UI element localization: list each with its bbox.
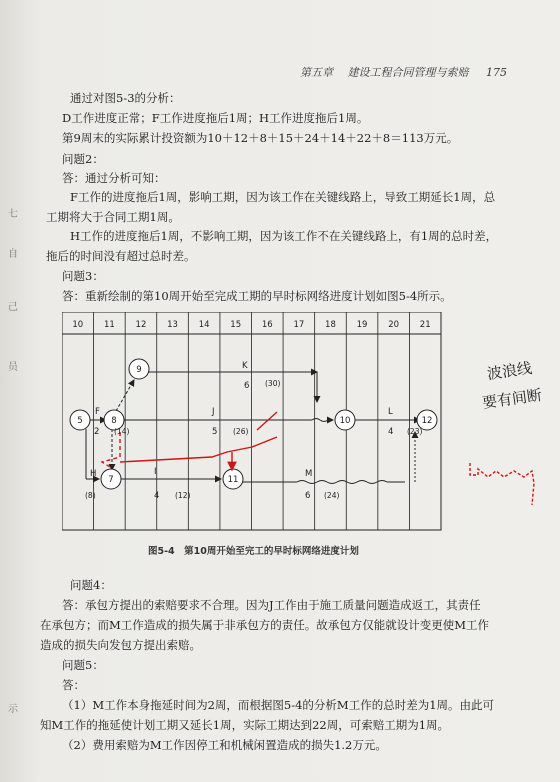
running-header [300,64,507,80]
activity-number: (14) [114,427,130,436]
text-line: H工作的进度拖后1周，不影响工期，因为该工作不在关键线路上，有1周的总时差， [70,229,498,243]
margin-mark: 己 [8,302,18,313]
handwritten-note: 波浪线 [485,358,534,384]
activity-number: (24) [324,491,340,500]
text-line: 造成的损失向发包方提出索赔。 [40,638,201,652]
activity-letter: H [90,469,97,479]
text-line: 答：承包方提出的索赔要求不合理。因为J工作由于施工质量问题造成返工，其责任 [62,598,481,612]
week-label: 14 [198,320,210,330]
red-annotation [102,412,277,470]
margin-mark: 自 [8,249,18,260]
margin-mark: 员 [8,362,18,373]
activity-number: 4 [388,427,394,437]
activity-number: (23) [407,427,423,436]
text-line: 问题2： [62,152,104,166]
text-line: 第9周末的实际累计投资额为10＋12＋8＋15＋24＋14＋22＋8＝113万元。 [62,131,459,145]
chapter-label: 第五章 [300,66,333,79]
week-label: 12 [135,320,147,330]
text-line: 答：通过分析可知： [62,171,166,185]
activity-letter: L [388,407,393,417]
activity-number: 6 [305,491,311,501]
text-line: 答： [62,678,85,692]
activity-letter: M [305,469,313,479]
chapter-title: 建设工程合同管理与索赔 [347,66,469,79]
text-line: 拖后的时间没有超过总时差。 [46,249,196,263]
handwritten-note: 要有间断 [481,385,543,413]
network-diagram [62,312,442,532]
text-line: 工期将大于合同工期1周。 [46,210,180,224]
activity-letter: K [242,361,248,371]
activity-number: 4 [154,491,160,501]
node-label: 9 [136,365,142,375]
week-label: 19 [356,320,368,330]
node-label: 8 [111,416,117,426]
text-line: 在承包方；而M工作造成的损失属于非承包方的责任。故承包方仅能就设计变更使M工作 [40,618,490,632]
activity-number: (26) [233,427,249,436]
margin-mark: 示 [8,704,18,715]
text-line: F工作的进度拖后1周，影响工期，因为该工作在关键线路上，导致工期延长1周，总 [70,190,496,204]
text-line: 知M工作的拖延使计划工期又延长1周，实际工期达到22周，可索赔工期为1周。 [40,718,450,732]
week-label: 16 [261,320,273,330]
week-label: 15 [230,320,242,330]
activity-number: (30) [265,379,281,388]
week-label: 13 [167,320,178,330]
week-label: 11 [103,320,115,330]
week-label: 20 [388,320,400,330]
activity-number: (8) [85,491,96,500]
activity-number: 5 [212,427,218,437]
red-squiggle [466,455,546,515]
figure-caption: 图5-4 第10周开始至完工的早时标网络进度计划 [148,546,359,557]
text-line: （2）费用索赔为M工作因停工和机械闲置造成的损失1.2万元。 [62,738,387,752]
page-number: 175 [486,66,507,79]
activity-letter: I [154,467,157,477]
activity-number: (12) [175,491,191,500]
activity-letter: F [95,407,100,417]
activity-number: 6 [244,381,250,391]
text-line: 答：重新绘制的第10周开始至完成工期的早时标网络进度计划如图5-4所示。 [62,289,452,303]
text-line: 问题4： [70,578,112,592]
node-label: 10 [339,416,351,426]
text-line: 通过对图5-3的分析： [70,91,181,105]
activity-letter: J [212,407,215,417]
week-label: 18 [325,320,336,330]
text-line: （1）M工作本身拖延时间为2周，而根据图5-4的分析M工作的总时差为1周。由此可 [62,698,495,712]
node-label: 5 [77,416,83,426]
week-label: 21 [419,320,431,330]
week-label: 10 [72,320,84,330]
margin-mark: 七 [8,209,18,220]
node-label: 11 [227,475,239,485]
node-label: 12 [421,416,433,426]
node-label: 7 [108,475,114,485]
activity-number: 2 [94,427,100,437]
text-line: 问题3： [62,269,104,283]
text-line: 问题5： [62,658,104,672]
week-label: 17 [293,320,305,330]
text-line: D工作进度正常；F工作进度拖后1周；H工作进度拖后1周。 [62,111,369,125]
